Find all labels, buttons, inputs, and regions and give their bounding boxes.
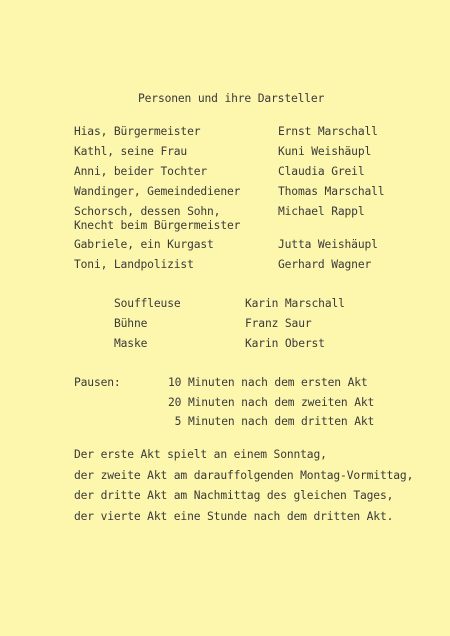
crew-row <box>114 297 374 317</box>
pauses-section <box>74 376 414 435</box>
cast-actor: Kuni Weishäupl <box>278 145 372 158</box>
cast-role: Wandinger, Gemeindediener <box>74 185 241 198</box>
crew-row <box>114 337 374 357</box>
crew-function: Bühne <box>114 317 148 330</box>
cast-list <box>74 125 414 278</box>
cast-role: Gabriele, ein Kurgast <box>74 238 214 251</box>
pause-row <box>74 396 414 416</box>
crew-name: Karin Oberst <box>245 337 325 350</box>
act-timing-notes <box>74 448 434 530</box>
note-line: der dritte Akt am Nachmittag des gleichen Tages, <box>74 489 394 502</box>
crew-function: Souffleuse <box>114 297 181 310</box>
cast-row <box>74 145 414 165</box>
crew-list <box>114 297 374 357</box>
cast-actor: Gerhard Wagner <box>278 258 372 271</box>
cast-row <box>74 185 414 205</box>
crew-function: Maske <box>114 337 148 350</box>
cast-row <box>74 205 414 238</box>
note-line: der vierte Akt eine Stunde nach dem dritten Akt. <box>74 509 394 523</box>
note-line: Der erste Akt spielt an einem Sonntag, <box>74 448 327 461</box>
cast-row <box>74 165 414 185</box>
cast-role <box>74 205 274 233</box>
crew-name: Karin Marschall <box>245 297 345 310</box>
crew-name: Franz Saur <box>245 317 312 330</box>
note-line: der zweite Akt am darauffolgenden Montag-Vormittag, <box>74 468 414 482</box>
pause-item: 10 Minuten nach dem ersten Akt <box>168 376 368 389</box>
cast-actor: Michael Rappl <box>278 205 365 218</box>
pause-row <box>74 376 414 396</box>
cast-role: Kathl, seine Frau <box>74 145 188 158</box>
cast-actor: Thomas Marschall <box>278 185 385 198</box>
crew-row <box>114 317 374 337</box>
pause-item: 5 Minuten nach dem dritten Akt <box>168 415 375 428</box>
pause-row <box>74 415 414 435</box>
pauses-label: Pausen: <box>74 376 121 389</box>
cast-role: Toni, Landpolizist <box>74 258 194 271</box>
page-title: Personen und ihre Darsteller <box>138 92 325 105</box>
cast-row <box>74 258 414 278</box>
cast-role: Hias, Bürgermeister <box>74 125 201 138</box>
pause-item: 20 Minuten nach dem zweiten Akt <box>168 395 375 409</box>
cast-actor: Claudia Greil <box>278 165 365 178</box>
cast-actor: Ernst Marschall <box>278 125 378 138</box>
cast-role-line2: Knecht beim Bürgermeister <box>74 219 241 232</box>
cast-row <box>74 238 414 258</box>
cast-actor: Jutta Weishäupl <box>278 238 378 251</box>
cast-role-line1: Schorsch, dessen Sohn, <box>74 205 221 218</box>
cast-role: Anni, beider Tochter <box>74 165 208 178</box>
cast-row <box>74 125 414 145</box>
